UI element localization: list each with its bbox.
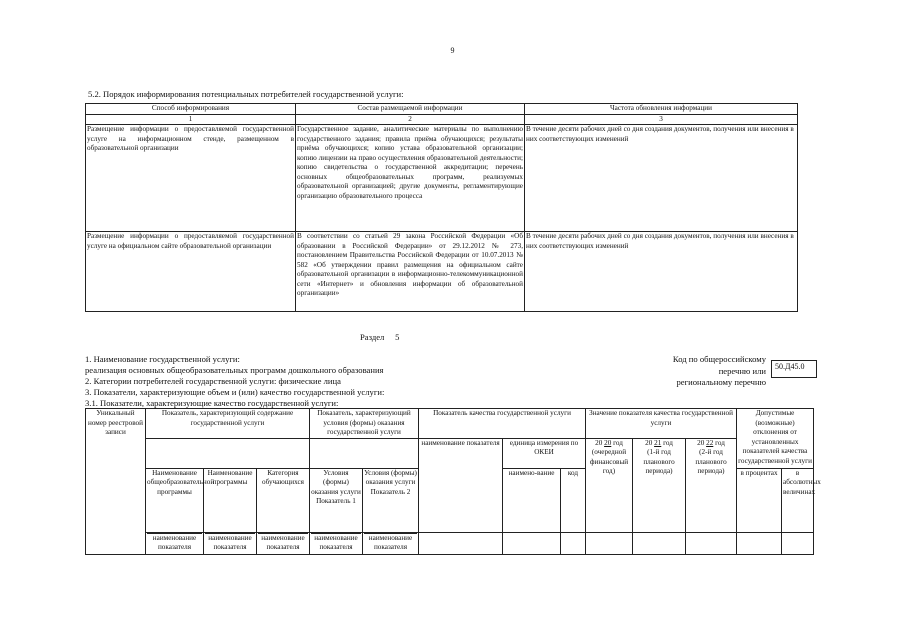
table-row <box>86 232 798 312</box>
subcol-category <box>257 468 310 532</box>
empty-cell <box>419 532 503 554</box>
year2-note: (1-й год планового периода) <box>643 448 675 475</box>
empty-cell <box>737 532 782 554</box>
code-value-box <box>771 360 817 378</box>
code-value: 50.Д45.0 <box>775 362 805 371</box>
header-indicator-name: наименование показателя <box>419 438 503 532</box>
quality-indicators-title: 3.1. Показатели, характеризующие качество государственной услуги: <box>85 398 339 408</box>
subfoot-2 <box>204 532 257 554</box>
header-unique-number: Уникальный номер реестровой записи <box>86 409 146 555</box>
page-number: 9 <box>450 46 455 55</box>
header-content-indicator: Показатель, характеризующий содержание государственной услуги <box>146 409 310 439</box>
header-absolute: в абсолютных величинах <box>782 468 814 532</box>
header-method: Способ информирования <box>86 104 296 115</box>
row2-method: Размещение информации о предоставляемой государственной услуге на официальном сайте образовательной организации <box>86 232 296 312</box>
subcol-program-name-text: Наименование общеобразовательной программы <box>147 468 215 496</box>
year2-suffix: год <box>663 438 673 447</box>
subfoot-5 <box>363 532 419 554</box>
subcol-program-name <box>146 468 215 532</box>
empty-cell <box>686 532 737 554</box>
header-quality-indicator: Показатель качества государственной услуги <box>419 409 586 439</box>
consumer-category: 2. Категории потребителей государственной услуги: физические лица <box>85 376 341 386</box>
subcol-condition-1-text: Условия (формы) оказания услуги Показатель 1 <box>311 468 361 505</box>
empty-cell <box>633 532 686 554</box>
code-label-1: Код по общероссийскому <box>672 354 766 364</box>
header-year-3 <box>686 438 737 532</box>
subcol-program-text: Наименование программы <box>207 468 253 486</box>
service-name-value: реализация основных общеобразовательных программ дошкольного образования <box>85 365 384 375</box>
indicators-title: 3. Показатели, характеризующие объем и (или) качество государственной услуги: <box>85 387 385 397</box>
subcol-condition-1 <box>310 468 363 532</box>
col-number-1: 1 <box>86 114 296 125</box>
year3-suffix: год <box>715 438 725 447</box>
year2-value: 21 <box>654 438 662 447</box>
header-conditions-indicator: Показатель, характеризующий условия (формы) оказания государственной услуги <box>310 409 419 439</box>
row1-method: Размещение информации о предоставляемой государственной услуге на информационном стенде, размещенном в образовательной организации <box>86 125 296 232</box>
service-name-label: 1. Наименование государственной услуги: <box>85 354 240 364</box>
col-number-2: 2 <box>296 114 525 125</box>
code-label-3: региональному перечню <box>676 377 766 387</box>
section-number: 5 <box>395 332 400 342</box>
header-frequency: Частота обновления информации <box>525 104 798 115</box>
header-percent: в процентах <box>737 468 782 532</box>
header-deviation: Допустимые (возможные) отклонения от установленных показателей качества государственной услуги <box>737 409 814 469</box>
empty-cell <box>782 532 814 554</box>
year1-value: 20 <box>604 438 612 447</box>
year1-prefix: 20 <box>595 438 603 447</box>
year1-suffix: год <box>613 438 623 447</box>
header-unit-code: код <box>561 468 586 532</box>
subfoot-4 <box>310 532 363 554</box>
year3-value: 22 <box>706 438 714 447</box>
year1-note: (очередной финансовый год) <box>589 448 629 475</box>
subfoot-1 <box>146 532 204 554</box>
col-number-3: 3 <box>525 114 798 125</box>
section-heading <box>360 332 399 342</box>
section-label: Раздел <box>360 332 385 342</box>
subfoot-3-text: наименование показателя <box>258 533 308 553</box>
empty-cell <box>586 532 633 554</box>
section-5-2-title: 5.2. Порядок информирования потенциальных потребителей государственной услуги: <box>88 89 404 99</box>
subfoot-3 <box>257 532 310 554</box>
subcol-condition-2-text: Условия (формы) оказания услуги Показатель 2 <box>364 468 417 496</box>
header-unit: единица измерения по ОКЕИ <box>503 438 586 468</box>
year3-prefix: 20 <box>697 438 705 447</box>
header-year-2 <box>633 438 686 532</box>
subfoot-4-text: наименование показателя <box>311 533 361 553</box>
subcol-category-text: Категория обучающихся <box>261 468 304 486</box>
subfoot-5-text: наименование показателя <box>364 533 417 553</box>
year3-note: (2-й год планового периода) <box>695 448 727 475</box>
empty-cell <box>503 532 561 554</box>
subfoot-1-text: наименование показателя <box>147 533 202 553</box>
code-label-2: перечню или <box>718 366 766 376</box>
subfoot-2-text: наименование показателя <box>205 533 255 553</box>
row2-content: В соответствии со статьей 29 закона Российской Федерации «Об образовании в Российской Федерации» от 29.12.2012 № 273, постановлением Правительства Российской Федерации от 10.07.2013 № 582 «Об утверждении правил размещения на официальном сайте образовательной организации в информационно-телекоммуникационной сети «Интернет» и обновления информации об образовательной организации» <box>296 232 525 312</box>
subcol-program <box>204 468 257 532</box>
header-quality-values: Значение показателя качества государственной услуги <box>586 409 737 439</box>
header-content: Состав размещаемой информации <box>296 104 525 115</box>
header-unit-name: наимено-вание <box>503 468 561 532</box>
year2-prefix: 20 <box>645 438 653 447</box>
conditions-spacer <box>310 438 419 468</box>
row1-content: Государственное задание, аналитические материалы по выполнению государственного задания; правила приёма обучающихся; результаты приёма обучающихся; копию устава образовательной организации; копию лицензии на право осуществления образовательной деятельности; копию свидетельства о государственной аккредитации; перечень основных общеобразовательных программ, реализуемых образовательной организацией; другие документы, регламентирующие организацию образовательного процесса <box>296 125 525 232</box>
empty-cell <box>561 532 586 554</box>
quality-table <box>85 408 821 555</box>
informing-table <box>85 103 798 312</box>
row2-frequency: В течение десяти рабочих дней со дня создания документов, получения или внесения в них соответствующих изменений <box>525 232 798 312</box>
row1-frequency: В течение десяти рабочих дней со дня создания документов, получения или внесения в них соответствующих изменений <box>525 125 798 232</box>
table-row <box>86 125 798 232</box>
header-year-1 <box>586 438 633 532</box>
subcol-condition-2 <box>363 468 419 532</box>
content-spacer <box>146 438 310 468</box>
